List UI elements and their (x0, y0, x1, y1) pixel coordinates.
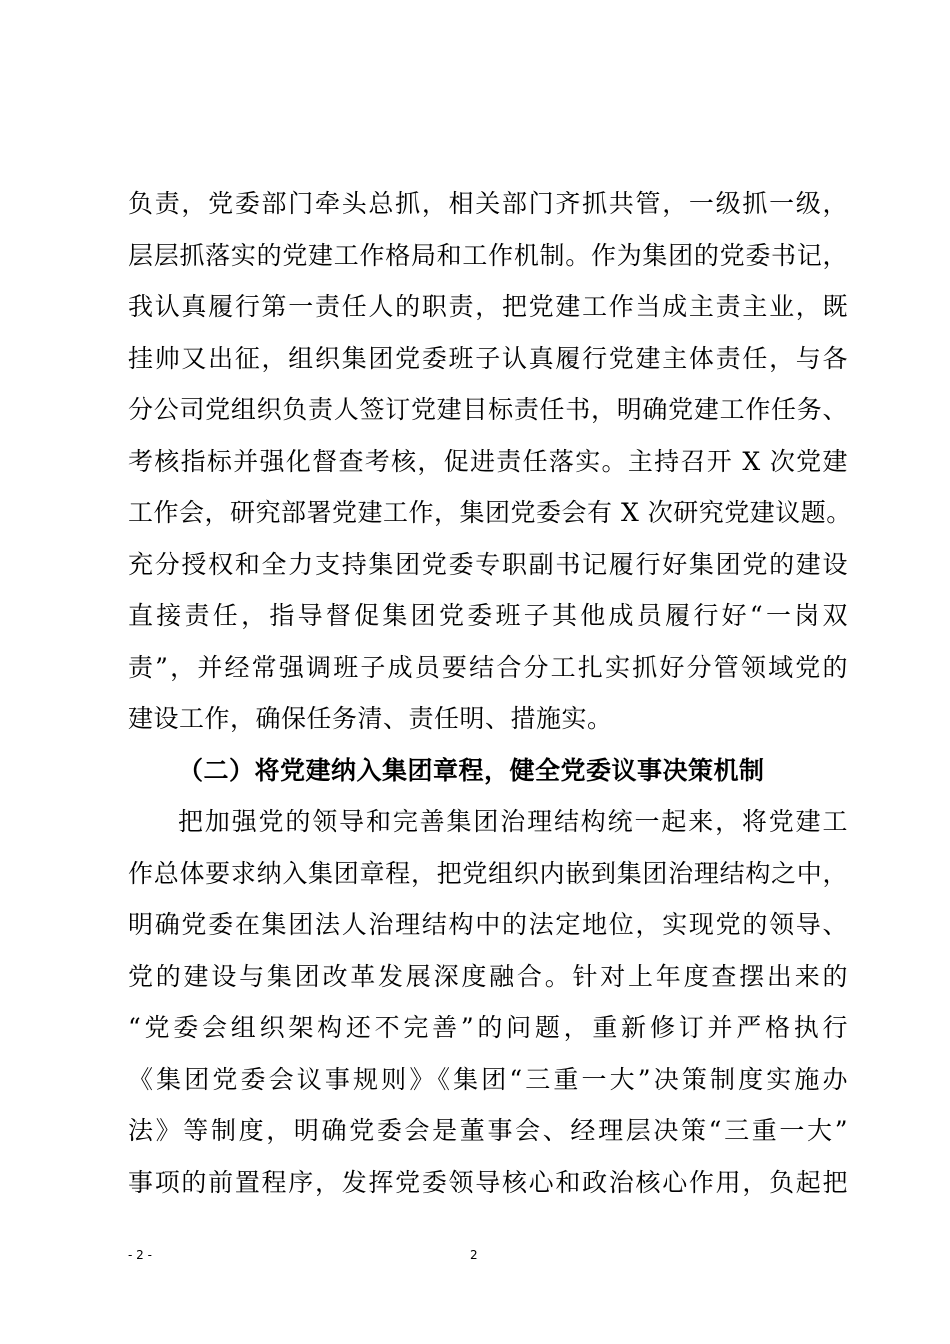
body-text (128, 178, 852, 1208)
text-line: 我认真履行第一责任人的职责，把党建工作当成主责主业，既 (128, 292, 848, 321)
page-number: 2 (470, 1248, 478, 1262)
page-label: - 2 - (128, 1248, 152, 1262)
text-line: 直接责任，指导督促集团党委班子其他成员履行好“一岗双 (128, 601, 848, 630)
text-line: 工作会，研究部署党建工作，集团党委会有 X 次研究党建议题。 (128, 498, 852, 527)
text-line: 党的建设与集团改革发展深度融合。针对上年度查摆出来的 (128, 961, 848, 991)
text-line: 考核指标并强化督查考核，促进责任落实。主持召开 X 次党建 (128, 446, 848, 476)
text-line: 责”，并经常强调班子成员要结合分工扎实抓好分管领域党的 (128, 652, 848, 682)
text-line: 明确党委在集团法人治理结构中的法定地位，实现党的领导、 (128, 910, 848, 939)
text-line: 挂帅又出征，组织集团党委班子认真履行党建主体责任，与各 (128, 343, 848, 373)
text-line: 事项的前置程序，发挥党委领导核心和政治核心作用，负起把 (128, 1167, 848, 1197)
text-line: 作总体要求纳入集团章程，把党组织内嵌到集团治理结构之中， (128, 858, 848, 888)
section-heading: （二）将党建纳入集团章程，健全党委议事决策机制 (178, 755, 765, 785)
text-line: 充分授权和全力支持集团党委专职副书记履行好集团党的建设 (128, 549, 848, 579)
text-line: “党委会组织架构还不完善”的问题，重新修订并严格执行 (128, 1013, 848, 1042)
text-line: 层层抓落实的党建工作格局和工作机制。作为集团的党委书记， (128, 240, 848, 270)
text-line: 法》等制度，明确党委会是董事会、经理层决策“三重一大” (128, 1116, 848, 1145)
text-line: 把加强党的领导和完善集团治理结构统一起来，将党建工 (178, 807, 848, 836)
text-line: 《集团党委会议事规则》《集团“三重一大”决策制度实施办 (128, 1064, 848, 1094)
text-line: 分公司党组织负责人签订党建目标责任书，明确党建工作任务、 (128, 395, 848, 424)
text-line: 建设工作，确保任务清、责任明、措施实。 (128, 704, 613, 733)
text-line: 负责，党委部门牵头总抓，相关部门齐抓共管，一级抓一级， (128, 189, 848, 218)
